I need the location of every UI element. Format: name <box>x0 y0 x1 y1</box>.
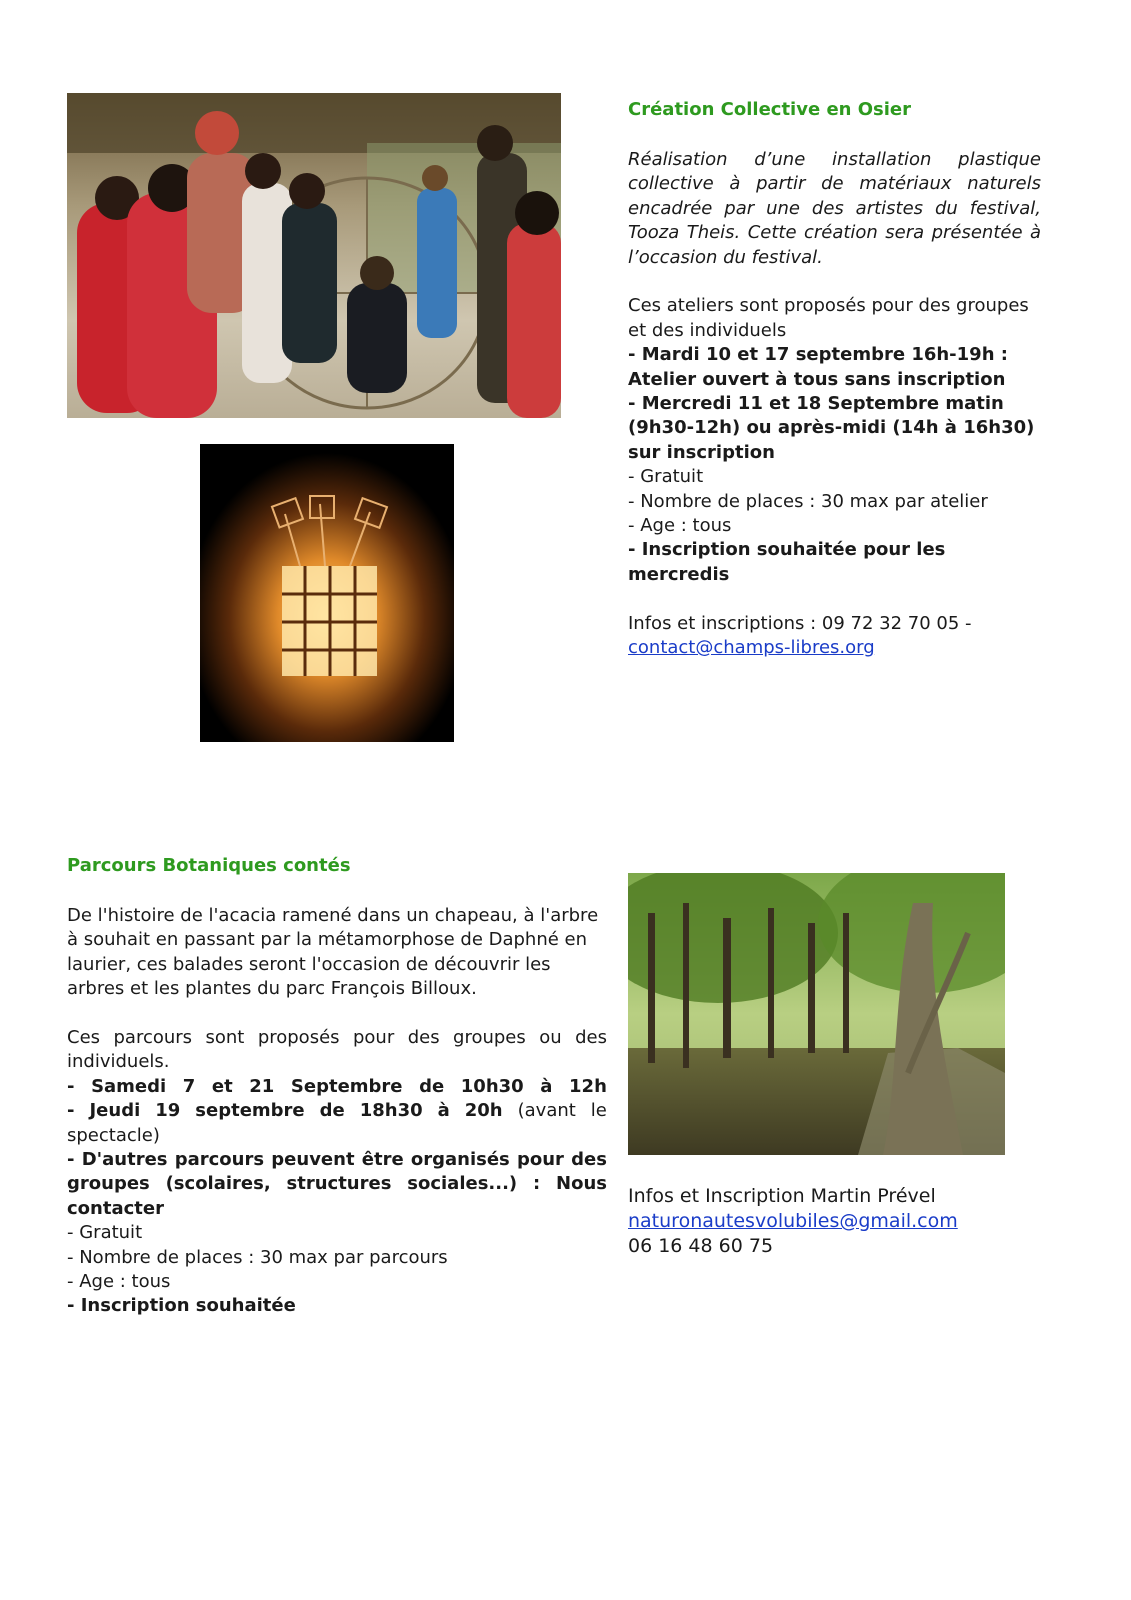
section1-body <box>628 148 1041 661</box>
section2-offer-line2: individuels. <box>67 1051 170 1073</box>
section1-session-line: Atelier ouvert à tous sans inscription <box>628 368 1006 390</box>
section2-others-line2 <box>67 1172 607 1196</box>
section2-age: - Age : tous <box>67 1271 171 1293</box>
section1-session-line: sur inscription <box>628 441 775 463</box>
word: 21 <box>249 1075 275 1097</box>
word: sont <box>205 1027 245 1049</box>
word: peuvent <box>271 1149 355 1171</box>
word: Jeudi <box>89 1100 141 1122</box>
section1-session-line: - Mercredi 11 et 18 Septembre matin <box>628 393 1004 415</box>
section1-price: - Gratuit <box>628 466 704 488</box>
word: à <box>437 1100 450 1122</box>
word: Samedi <box>91 1075 167 1097</box>
word: des <box>571 1149 607 1171</box>
word: D'autres <box>81 1149 168 1171</box>
word: structures <box>286 1173 392 1195</box>
section1-contact-line: Infos et inscriptions : 09 72 32 70 05 - <box>628 612 972 634</box>
section2-price: - Gratuit <box>67 1222 143 1244</box>
section2-contact <box>628 1184 1048 1259</box>
section1-email-link[interactable]: contact@champs-libres.org <box>628 637 875 659</box>
word: - <box>67 1149 75 1171</box>
section2-intro-line: laurier, ces balades seront l'occasion de découvrir les <box>67 953 551 975</box>
word: parcours <box>174 1149 265 1171</box>
lantern-photo <box>200 444 454 742</box>
section2-intro-line: à souhait en passant par la métamorphose de Daphné en <box>67 929 588 951</box>
section1-session-line: (9h30-12h) ou après-midi (14h à 16h30) <box>628 417 1035 439</box>
forest-photo <box>628 873 1005 1155</box>
word: des <box>575 1027 607 1049</box>
word: des <box>407 1027 440 1049</box>
section2-registration: - Inscription souhaitée <box>67 1295 296 1317</box>
section1-age: - Age : tous <box>628 515 732 537</box>
word: - <box>67 1075 75 1097</box>
workshop-photo <box>67 93 561 418</box>
word: 10h30 <box>460 1075 524 1097</box>
word: le <box>590 1100 607 1122</box>
word: ou <box>539 1027 562 1049</box>
section1-registration: - Inscription souhaitée pour les mercredis <box>628 539 946 585</box>
section1-places: - Nombre de places : 30 max par atelier <box>628 490 988 512</box>
word: être <box>361 1149 404 1171</box>
word: 7 <box>182 1075 196 1097</box>
word: 18h30 <box>359 1100 423 1122</box>
word: organisés <box>410 1149 510 1171</box>
section2-email-link[interactable]: naturonautesvolubiles@gmail.com <box>628 1210 958 1232</box>
word: parcours <box>113 1027 193 1049</box>
word: proposés <box>257 1027 340 1049</box>
word: groupes <box>453 1027 526 1049</box>
word: et <box>211 1075 233 1097</box>
word: Ces <box>67 1027 101 1049</box>
section2-title: Parcours Botaniques contés <box>67 855 351 876</box>
word: pour <box>352 1027 395 1049</box>
word: pour <box>516 1149 564 1171</box>
section2-intro-line: De l'histoire de l'acacia ramené dans un chapeau, à l'arbre <box>67 905 599 926</box>
word: - <box>67 1100 75 1122</box>
word: Septembre <box>290 1075 403 1097</box>
section2-offer-line1 <box>67 1026 607 1050</box>
word: 19 <box>155 1100 181 1122</box>
section2-body <box>67 904 607 1319</box>
word: sociales...) <box>407 1173 518 1195</box>
section1-offer-line2: et des individuels <box>628 319 787 341</box>
section1-offer-line1: Ces ateliers sont proposés pour des groupes <box>628 295 1029 317</box>
section2-session2 <box>67 1099 607 1123</box>
word: (avant <box>517 1100 576 1122</box>
section2-others-line3: contacter <box>67 1197 164 1219</box>
word: 12h <box>569 1075 607 1097</box>
word: septembre <box>195 1100 305 1122</box>
section2-contact-phone: 06 16 48 60 75 <box>628 1235 774 1257</box>
word: de <box>419 1075 445 1097</box>
section2-others-line1 <box>67 1148 607 1172</box>
word: Nous <box>556 1173 607 1195</box>
section2-contact-name: Infos et Inscription Martin Prével <box>628 1185 936 1207</box>
section1-title: Création Collective en Osier <box>628 99 911 120</box>
word: à <box>540 1075 553 1097</box>
section2-places: - Nombre de places : 30 max par parcours <box>67 1246 448 1268</box>
word: 20h <box>464 1100 503 1122</box>
section1-intro: Réalisation d’une installation plastique collective à partir de matériaux naturels encadrée par une des artistes du festival, Tooza Theis. Cette création sera présentée à l’occasion du festival. <box>628 149 1041 268</box>
word: (scolaires, <box>165 1173 271 1195</box>
section2-intro-line: arbres et les plantes du parc François Billoux. <box>67 978 477 1000</box>
section2-session1 <box>67 1075 607 1099</box>
section2-session2-line2: spectacle) <box>67 1124 160 1146</box>
section1-session-line: - Mardi 10 et 17 septembre 16h-19h : <box>628 344 1008 366</box>
word: : <box>532 1173 541 1195</box>
word: groupes <box>67 1173 150 1195</box>
word: de <box>319 1100 345 1122</box>
